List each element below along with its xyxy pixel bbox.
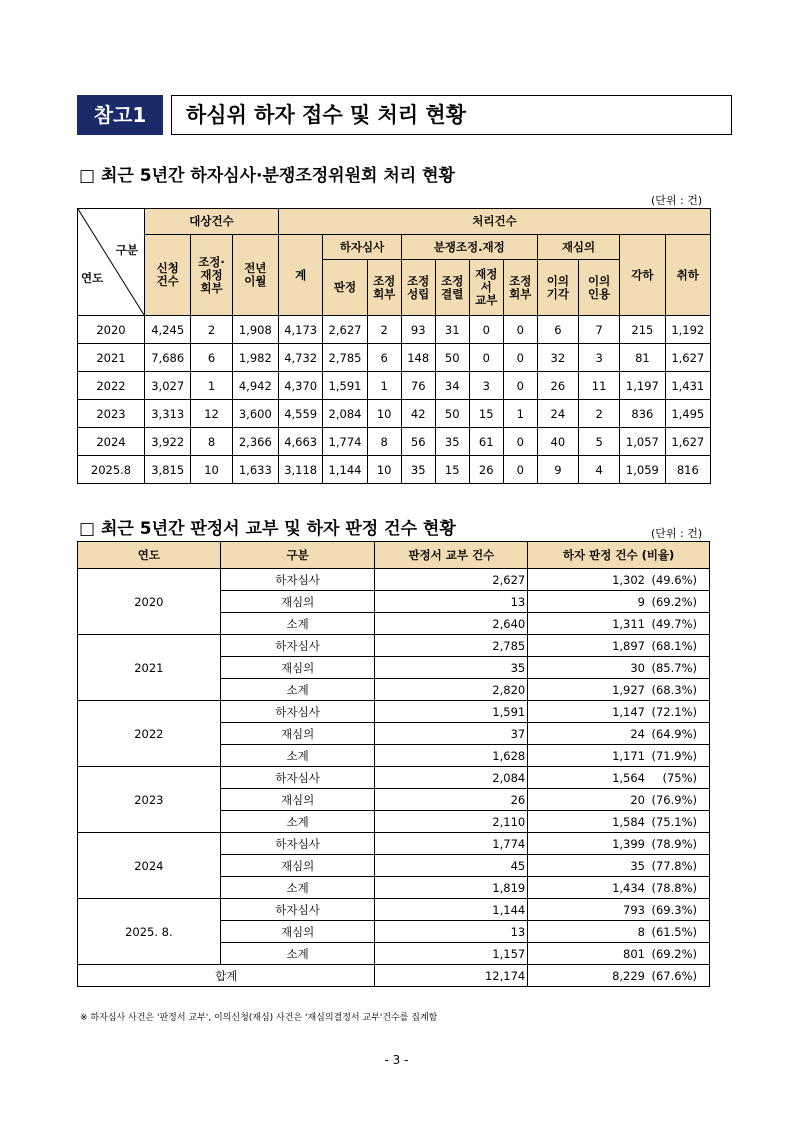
defect-ratio-value: (49.7%) [651,616,697,631]
col-issued: 판정서 교부 건수 [375,542,528,569]
defect-ratio-value: (69.3%) [651,902,697,917]
defect-ratio-value: (68.3%) [651,682,697,697]
defect-ratio-value: (64.9%) [651,726,697,741]
row-type: 재심의 [220,855,375,877]
table-cell: 1,197 [620,372,665,400]
row-issued: 2,640 [375,613,528,635]
col-withdrawn: 취하 [665,235,710,316]
row-issued: 1,628 [375,745,528,767]
table-row [78,456,711,484]
footnote: ※ 하자심사 사건은 '판정서 교부', 이의신청(재심) 사건은 '재심의결정서 교부'건수를 집계함 [80,1013,438,1023]
defect-ratio-value: (75.1%) [651,814,697,829]
table-cell: 40 [537,428,578,456]
table-cell: 148 [401,344,435,372]
mediation-subgroup-header: 분쟁조정.재정 [401,235,537,260]
row-type: 재심의 [220,921,375,943]
col-carryover: 전년 이월 [232,235,278,316]
defect-ratio-value: (68.1%) [651,638,697,653]
row-issued: 13 [375,921,528,943]
defect-count-value: 1,311 [612,616,645,631]
table-cell: 9 [537,456,578,484]
defect-count-value: 1,302 [612,572,645,587]
row-type: 재심의 [220,723,375,745]
table-row [78,833,710,855]
col-judgement: 판정 [323,260,367,316]
table-cell: 11 [578,372,619,400]
table-row [78,701,710,723]
row-defect-count [528,899,710,921]
row-defect-count [528,679,710,701]
table-cell: 81 [620,344,665,372]
row-year: 2020 [78,316,145,344]
section1-title: □ 최근 5년간 하자심사·분쟁조정위원회 처리 현황 [79,166,455,186]
row-defect-count [528,789,710,811]
row-issued: 2,785 [375,635,528,657]
table-cell: 10 [367,400,401,428]
table-cell: 26 [537,372,578,400]
total-issued: 12,174 [375,965,528,987]
table-cell: 32 [537,344,578,372]
table-cell: 1,633 [232,456,278,484]
row-year: 2022 [78,372,145,400]
row-type: 재심의 [220,657,375,679]
row-type: 소계 [220,679,375,701]
table-cell: 3,027 [145,372,191,400]
table-cell: 1,982 [232,344,278,372]
col-mediation-remand: 조정 회부 [503,260,537,316]
table-cell: 3,815 [145,456,191,484]
table-cell: 1,627 [665,428,710,456]
table-cell: 1,059 [620,456,665,484]
defect-count-value: 801 [623,946,645,961]
table-cell: 4,245 [145,316,191,344]
row-defect-count [528,657,710,679]
defect-count-value: 30 [630,660,645,675]
rereview-subgroup-header: 재심의 [537,235,619,260]
row-defect-count [528,701,710,723]
row-type: 소계 [220,943,375,965]
row-defect-count [528,921,710,943]
table-cell: 3,922 [145,428,191,456]
table-cell: 8 [191,428,232,456]
row-type: 하자심사 [220,899,375,921]
table-cell: 50 [435,400,469,428]
table-cell: 836 [620,400,665,428]
table-cell: 1 [367,372,401,400]
processed-group-header: 처리건수 [279,209,711,235]
row-defect-count [528,635,710,657]
table-cell: 215 [620,316,665,344]
row-defect-count [528,591,710,613]
row-defect-count [528,833,710,855]
table-row [78,767,710,789]
table-cell: 3,600 [232,400,278,428]
table-cell: 4,173 [279,316,323,344]
row-type: 재심의 [220,591,375,613]
row-type: 하자심사 [220,833,375,855]
section2-unit: (단위 : 건) [651,527,703,540]
row-defect-count [528,767,710,789]
received-group-header: 대상건수 [145,209,279,235]
table-cell: 1,431 [665,372,710,400]
defect-count-value: 8 [637,924,645,939]
col-objection-rejected: 이의 기각 [537,260,578,316]
table-cell: 2,627 [323,316,367,344]
table-cell: 24 [537,400,578,428]
table-cell: 2,366 [232,428,278,456]
defect-count-value: 35 [630,858,645,873]
table-cell: 12 [191,400,232,428]
row-type: 하자심사 [220,701,375,723]
row-type: 하자심사 [220,767,375,789]
table-cell: 61 [469,428,503,456]
defect-ratio-value: (78.8%) [651,880,697,895]
table-cell: 34 [435,372,469,400]
row-issued: 1,591 [375,701,528,723]
table-cell: 6 [537,316,578,344]
row-year: 2025.8 [78,456,145,484]
table-cell: 2 [191,316,232,344]
defect-ratio-value: (61.5%) [651,924,697,939]
col-year: 연도 [78,542,221,569]
table-cell: 1 [503,400,537,428]
row-defect-count [528,613,710,635]
section2-title: □ 최근 5년간 판정서 교부 및 하자 판정 건수 현황 [79,519,456,539]
row-type: 소계 [220,745,375,767]
group-year: 2025. 8. [78,899,221,965]
reference-tag: 참고1 [77,95,163,135]
table-cell: 1,057 [620,428,665,456]
row-issued: 35 [375,657,528,679]
row-year: 2021 [78,344,145,372]
corner-header-cell [78,209,145,316]
table-cell: 15 [469,400,503,428]
table-cell: 2 [578,400,619,428]
col-dismissed: 각하 [620,235,665,316]
group-year: 2021 [78,635,221,701]
row-issued: 2,084 [375,767,528,789]
col-failed: 조정 결렬 [435,260,469,316]
table-cell: 5 [578,428,619,456]
table-cell: 10 [191,456,232,484]
table-cell: 4,370 [279,372,323,400]
defect-ratio-value: (69.2%) [651,594,697,609]
table-cell: 0 [503,344,537,372]
table-cell: 76 [401,372,435,400]
row-type: 재심의 [220,789,375,811]
defect-count-value: 20 [630,792,645,807]
table-cell: 93 [401,316,435,344]
row-issued: 2,820 [375,679,528,701]
row-defect-count [528,569,710,591]
col-award-issued: 재정 서 교부 [469,260,503,316]
defect-ratio-value: (76.9%) [651,792,697,807]
defect-count-value: 1,564 [612,770,645,785]
table-cell: 15 [435,456,469,484]
page-number: - 3 - [384,1053,409,1067]
defect-count-value: 24 [630,726,645,741]
defect-ratio-value: (78.9%) [651,836,697,851]
corner-label-year: 연도 [81,271,104,285]
defect-ratio-value: (69.2%) [651,946,697,961]
table-cell: 4,942 [232,372,278,400]
table-row [78,899,710,921]
defect-count-value: 1,147 [612,704,645,719]
row-issued: 26 [375,789,528,811]
table-cell: 4,663 [279,428,323,456]
table-cell: 4,559 [279,400,323,428]
row-issued: 1,819 [375,877,528,899]
table-cell: 1,774 [323,428,367,456]
table-cell: 0 [503,316,537,344]
table-cell: 10 [367,456,401,484]
defect-ratio-value: (77.8%) [651,858,697,873]
table-cell: 0 [469,344,503,372]
table-row [78,400,711,428]
table-cell: 7,686 [145,344,191,372]
table-cell: 2,084 [323,400,367,428]
table-cell: 0 [503,456,537,484]
col-remand: 조정· 재정 회부 [191,235,232,316]
total-label: 합계 [78,965,375,987]
row-year: 2023 [78,400,145,428]
defect-count-value: 1,399 [612,836,645,851]
defect-count-value: 1,171 [612,748,645,763]
col-settled: 조정 성립 [401,260,435,316]
row-type: 하자심사 [220,635,375,657]
row-type: 소계 [220,811,375,833]
table-cell: 1,495 [665,400,710,428]
table-cell: 2 [367,316,401,344]
table-cell: 3,118 [279,456,323,484]
table-cell: 3 [578,344,619,372]
defect-ratio-value: (49.6%) [651,572,697,587]
table-cell: 4 [578,456,619,484]
table-cell: 50 [435,344,469,372]
table-cell: 42 [401,400,435,428]
table-cell: 1,144 [323,456,367,484]
table-cell: 1,192 [665,316,710,344]
table-cell: 35 [435,428,469,456]
col-apply: 신청 건수 [145,235,191,316]
defect-count-value: 9 [637,594,645,609]
row-type: 소계 [220,613,375,635]
col-objection-accepted: 이의 인용 [578,260,619,316]
group-year: 2024 [78,833,221,899]
defect-ratio-value: (75%) [662,770,697,785]
table-cell: 8 [367,428,401,456]
table-cell: 0 [503,428,537,456]
table-cell: 1,627 [665,344,710,372]
table-cell: 26 [469,456,503,484]
group-year: 2022 [78,701,221,767]
table-cell: 1,908 [232,316,278,344]
row-issued: 37 [375,723,528,745]
page-title: 하심위 하자 접수 및 처리 현황 [171,95,732,135]
defect-ratio-value: (71.9%) [651,748,697,763]
table-cell: 1,591 [323,372,367,400]
row-issued: 1,157 [375,943,528,965]
table-row [78,316,711,344]
row-defect-count [528,855,710,877]
table-row [78,344,711,372]
row-type: 소계 [220,877,375,899]
defect-count-value: 1,927 [612,682,645,697]
judgement-status-table [77,541,710,987]
row-issued: 2,110 [375,811,528,833]
processing-status-table [77,208,711,484]
table-cell: 0 [469,316,503,344]
table-cell: 3 [469,372,503,400]
defect-count-value: 793 [623,902,645,917]
group-year: 2023 [78,767,221,833]
table-row [78,569,710,591]
row-defect-count [528,877,710,899]
defect-count-value: 1,897 [612,638,645,653]
table-cell: 7 [578,316,619,344]
table-row [78,372,711,400]
table-cell: 6 [367,344,401,372]
table-cell: 6 [191,344,232,372]
defect-ratio-value: (72.1%) [651,704,697,719]
row-defect-count [528,723,710,745]
defect-count-value: 1,434 [612,880,645,895]
col-defect-count: 하자 판정 건수 (비율) [528,542,710,569]
row-issued: 1,144 [375,899,528,921]
group-year: 2020 [78,569,221,635]
section1-unit: (단위 : 건) [651,194,703,207]
col-review-remand: 조정 회부 [367,260,401,316]
table-row [78,428,711,456]
table-cell: 2,785 [323,344,367,372]
table-cell: 3,313 [145,400,191,428]
table-row [78,635,710,657]
table-cell: 1 [191,372,232,400]
table-cell: 0 [503,372,537,400]
row-defect-count [528,811,710,833]
row-defect-count [528,745,710,767]
corner-label-category: 구분 [115,243,138,257]
row-issued: 2,627 [375,569,528,591]
row-type: 하자심사 [220,569,375,591]
defect-ratio-value: (85.7%) [651,660,697,675]
row-issued: 13 [375,591,528,613]
table-cell: 4,732 [279,344,323,372]
row-year: 2024 [78,428,145,456]
defect-count-value: 1,584 [612,814,645,829]
col-total: 계 [279,235,323,316]
table-cell: 56 [401,428,435,456]
row-issued: 1,774 [375,833,528,855]
table-cell: 31 [435,316,469,344]
col-type: 구분 [220,542,375,569]
row-defect-count [528,943,710,965]
row-issued: 45 [375,855,528,877]
table-cell: 816 [665,456,710,484]
review-subgroup-header: 하자심사 [323,235,401,260]
table-cell: 35 [401,456,435,484]
total-defect-count: 8,229 (67.6%) [528,965,710,987]
